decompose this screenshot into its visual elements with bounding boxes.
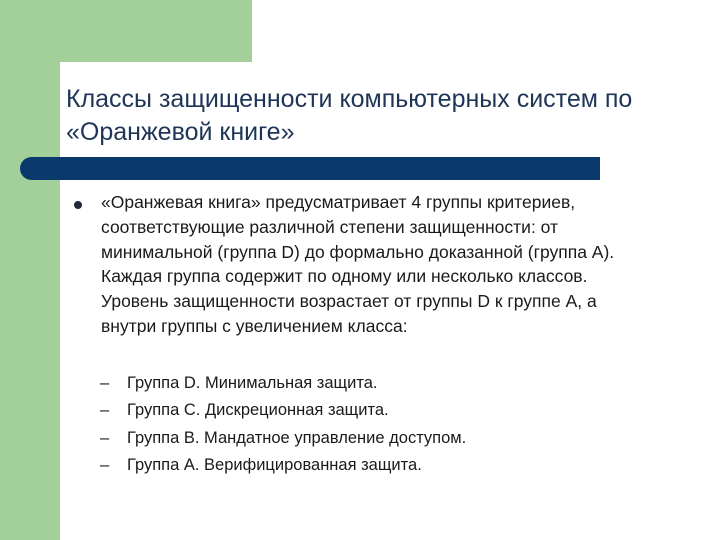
subitem-text: Группа D. Минимальная защита. xyxy=(127,374,378,392)
bullet-paragraph: «Оранжевая книга» предусматривает 4 группы критериев, соответствующие различной степени защищенности: от минимальной (группа D) до формально доказанной (группа A). Каждая группа содержит по одному или несколько классов. Уровень защищенности возрастает от группы D к группе А, а внутри группы с увеличением класса: xyxy=(101,192,615,336)
dash-bullet-icon: – xyxy=(100,401,110,419)
bullet-dot-icon xyxy=(74,201,82,209)
dash-bullet-icon: – xyxy=(100,374,110,392)
green-accent-left xyxy=(0,0,60,540)
subitem-group-a xyxy=(100,453,660,477)
subitem-text: Группа А. Верифицированная защита. xyxy=(127,456,422,474)
subitem-text: Группа С. Дискреционная защита. xyxy=(127,401,389,419)
dash-bullet-icon: – xyxy=(100,429,110,447)
green-accent-top xyxy=(0,0,252,62)
slide-title: Классы защищенности компьютерных систем по «Оранжевой книге» xyxy=(66,85,633,146)
subitem-text: Группа В. Мандатное управление доступом. xyxy=(127,429,467,447)
title-underline-bar xyxy=(20,157,600,180)
subitem-group-d xyxy=(100,371,660,395)
subitem-group-c xyxy=(100,398,660,422)
dash-bullet-icon: – xyxy=(100,456,110,474)
subitem-group-b xyxy=(100,426,660,450)
